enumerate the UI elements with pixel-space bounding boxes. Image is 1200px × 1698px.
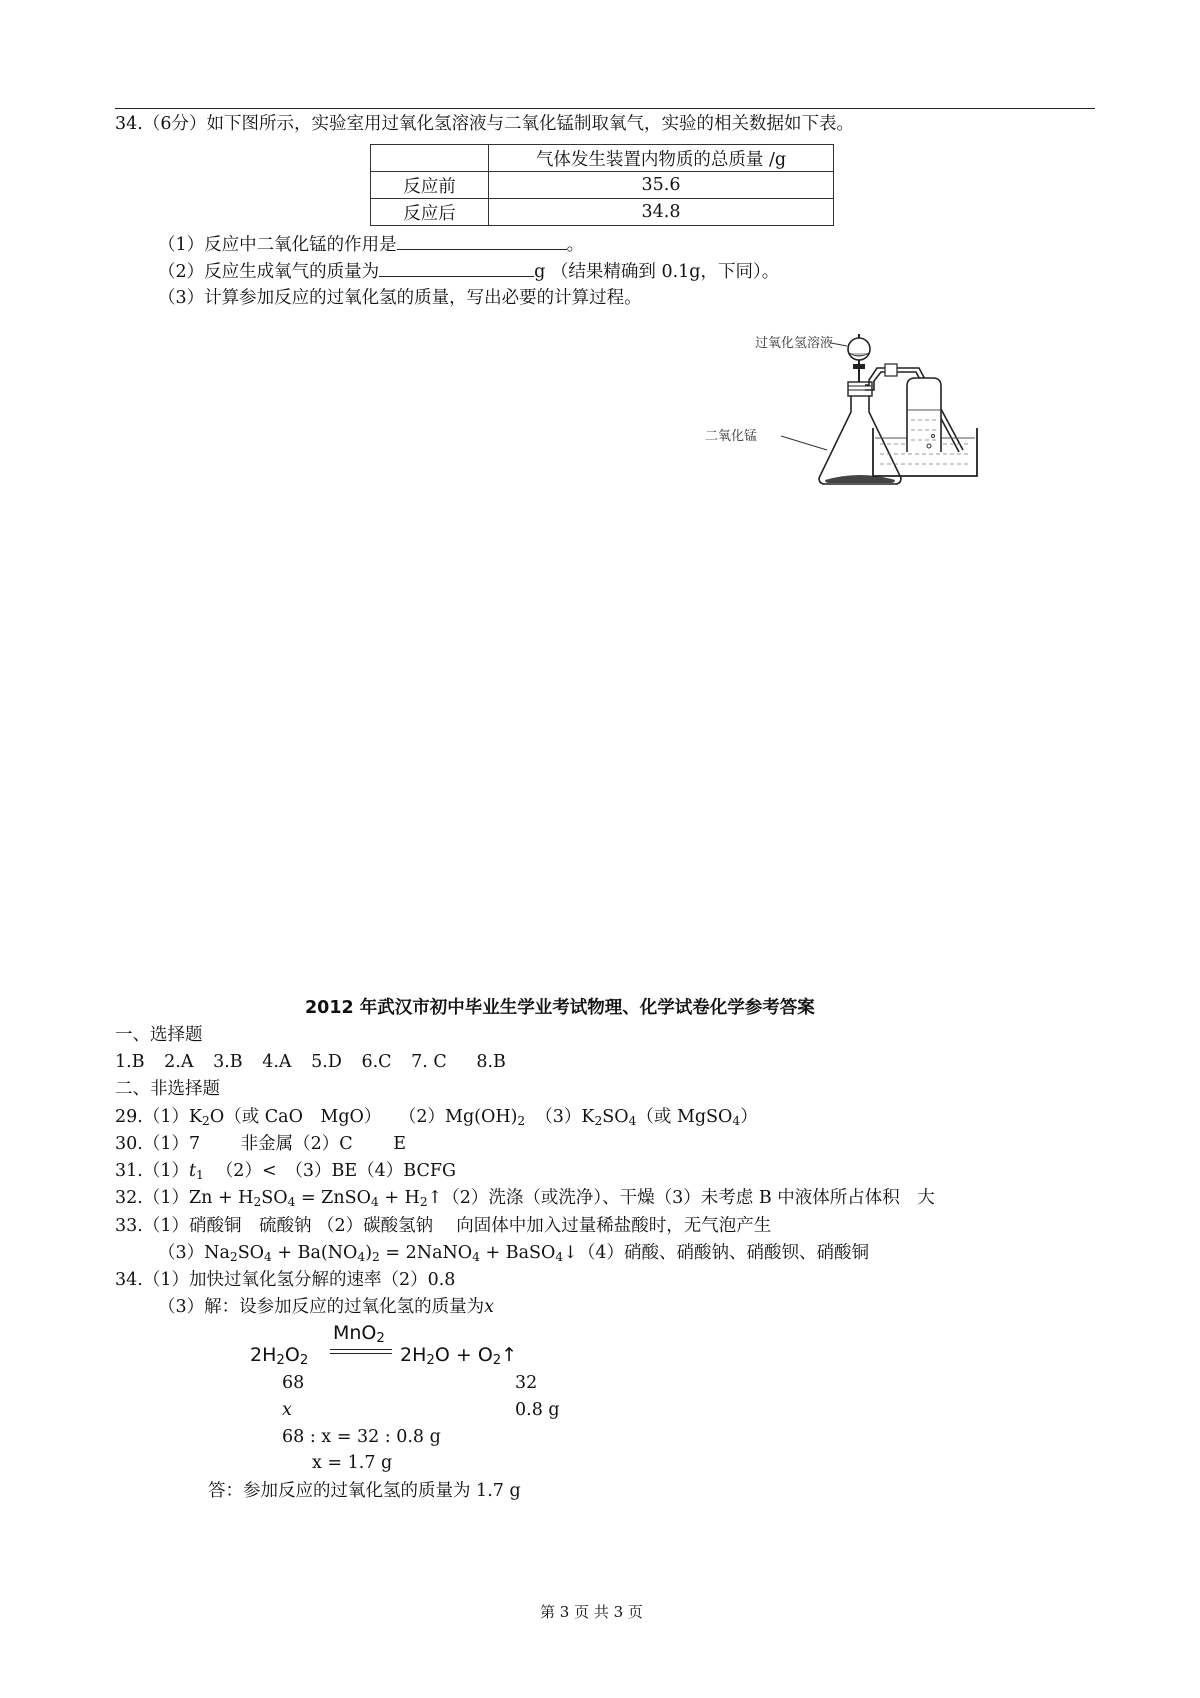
answer-text: （或 MgSO bbox=[636, 1107, 733, 1127]
answer-blank-2[interactable] bbox=[379, 260, 534, 277]
subscript: 4 bbox=[287, 1195, 296, 1209]
list-item: 3.B bbox=[213, 1052, 243, 1072]
q34-part1-end: 。 bbox=[566, 235, 585, 255]
answer-text: （3）Na bbox=[158, 1243, 230, 1263]
answer-text: MnO bbox=[333, 1322, 377, 1344]
page-footer: 第 3 页 共 3 页 bbox=[540, 1603, 643, 1621]
equation-catalyst bbox=[333, 1322, 385, 1344]
answer-text: 32.（1）Zn + H bbox=[115, 1188, 254, 1208]
subscript: 4 bbox=[357, 1250, 366, 1264]
answer-text: SO bbox=[261, 1188, 288, 1208]
subscript: 2 bbox=[376, 1331, 385, 1346]
q34-intro: 34.（6分）如下图所示，实验室用过氧化氢溶液与二氧化锰制取氧气，实验的相关数据如下表。 bbox=[115, 114, 854, 134]
mass-table bbox=[370, 144, 834, 226]
q34-part2-end: g （结果精确到 0.1g，下同）。 bbox=[534, 262, 780, 282]
ratio-mass-2: 32 bbox=[515, 1373, 538, 1393]
list-item: 8.B bbox=[476, 1052, 506, 1072]
equation-bar bbox=[330, 1353, 392, 1354]
subscript: 2 bbox=[426, 1353, 435, 1368]
table-header: 气体发生装置内物质的总质量 /g bbox=[489, 145, 834, 172]
subscript: 4 bbox=[732, 1114, 741, 1128]
subscript: 2 bbox=[594, 1114, 603, 1128]
subscript: 4 bbox=[472, 1250, 480, 1264]
subscript: 2 bbox=[517, 1114, 526, 1128]
proportion: 68 : x = 32 : 0.8 g bbox=[282, 1427, 441, 1447]
answer-31 bbox=[115, 1161, 456, 1181]
section-heading-2: 二、非选择题 bbox=[115, 1079, 220, 1099]
apparatus-figure bbox=[705, 328, 1045, 508]
subscript: 4 bbox=[264, 1250, 272, 1264]
answer-text: （3）解：设参加反应的过氧化氢的质量为 bbox=[158, 1297, 485, 1317]
table-cell-label: 反应后 bbox=[371, 199, 489, 226]
list-item: 7. C bbox=[411, 1052, 447, 1072]
label-leader-line bbox=[781, 436, 827, 450]
subscript: 2 bbox=[253, 1195, 262, 1209]
list-item: 6.C bbox=[361, 1052, 392, 1072]
label-leader-line bbox=[831, 343, 847, 346]
subscript: 2 bbox=[276, 1353, 285, 1368]
gas-collecting-bottle-icon bbox=[907, 378, 941, 452]
answers-title: 2012 年武汉市初中毕业生学业考试物理、化学试卷化学参考答案 bbox=[305, 998, 815, 1018]
answer-text: = ZnSO bbox=[295, 1188, 371, 1208]
label-h2o2-solution: 过氧化氢溶液 bbox=[755, 336, 834, 351]
answer-text: x bbox=[484, 1297, 495, 1317]
answer-33-line1: 33.（1）硝酸铜 硫酸钠 （2）碳酸氢钠 向固体中加入过量稀盐酸时，无气泡产生 bbox=[115, 1216, 772, 1236]
answer-text: SO bbox=[602, 1107, 629, 1127]
conical-flask-icon bbox=[819, 382, 901, 484]
answer-text: 2H bbox=[250, 1344, 277, 1366]
answer-34-line1: 34.（1）加快过氧化氢分解的速率（2）0.8 bbox=[115, 1270, 456, 1290]
list-item: 1.B bbox=[115, 1052, 145, 1072]
subscript: 2 bbox=[492, 1353, 502, 1368]
subscript: 4 bbox=[370, 1195, 379, 1209]
subscript: 1 bbox=[196, 1168, 204, 1182]
answer-text: O（或 CaO MgO） （2）Mg(OH) bbox=[209, 1107, 518, 1127]
subscript: 2 bbox=[229, 1250, 238, 1264]
ratio-mass-1: 68 bbox=[282, 1373, 305, 1393]
top-rule bbox=[115, 108, 1095, 109]
answer-text: + H bbox=[378, 1188, 420, 1208]
ratio-var-2: 0.8 g bbox=[515, 1400, 560, 1420]
answer-34-line2 bbox=[158, 1297, 494, 1317]
answer-text: ） bbox=[740, 1107, 758, 1127]
answer-text: + O bbox=[449, 1344, 493, 1366]
table-cell-label: 反应前 bbox=[371, 172, 489, 199]
section-heading-1: 一、选择题 bbox=[115, 1025, 203, 1045]
answer-blank-1[interactable] bbox=[397, 233, 567, 250]
answer-text: O bbox=[284, 1344, 300, 1366]
list-item: 2.A bbox=[164, 1052, 194, 1072]
answer-text: 29.（1）K bbox=[115, 1107, 203, 1127]
equation-right bbox=[400, 1345, 517, 1367]
subscript: 4 bbox=[628, 1114, 637, 1128]
answer-text: O bbox=[434, 1344, 450, 1366]
list-item: 4.A bbox=[262, 1052, 292, 1072]
q34-part3: （3）计算参加反应的过氧化氢的质量，写出必要的计算过程。 bbox=[158, 288, 642, 308]
answer-29 bbox=[115, 1107, 758, 1127]
equation-left bbox=[250, 1345, 308, 1367]
table-row bbox=[371, 199, 834, 226]
answer-32 bbox=[115, 1188, 935, 1208]
table-row bbox=[371, 172, 834, 199]
table-row bbox=[371, 145, 834, 172]
answer-text: （2）< （3）BE（4）BCFG bbox=[215, 1161, 456, 1181]
answer-text: （3）K bbox=[535, 1107, 595, 1127]
list-item: 5.D bbox=[311, 1052, 342, 1072]
subscript: 4 bbox=[555, 1250, 564, 1264]
answer-33-line2: $(3)Na_2SO_4 + Ba(NO_4)_2$ = 2NaNO$_4$ + BaSO$_4$↓（4）硝酸、硝酸钠、硝酸钡、硝酸铜 bbox=[158, 1243, 869, 1264]
table-cell-value: 34.8 bbox=[489, 199, 834, 226]
q34-part1 bbox=[158, 233, 584, 255]
equation-bar bbox=[330, 1349, 392, 1350]
answer-text: （2）洗涤（或洗净）、干燥（3）未考虑 B 中液体所占体积 大 bbox=[442, 1188, 935, 1208]
answer-text: 31.（1） bbox=[115, 1161, 189, 1181]
answer-text: 2H bbox=[400, 1344, 427, 1366]
answer-text: t bbox=[188, 1161, 197, 1181]
ratio-var-1: x bbox=[282, 1400, 292, 1420]
label-mno2: 二氧化锰 bbox=[705, 429, 758, 444]
answer-text: ↑ bbox=[427, 1188, 443, 1208]
table-cell-value: 35.6 bbox=[489, 172, 834, 199]
final-answer: 答：参加反应的过氧化氢的质量为 1.7 g bbox=[208, 1481, 521, 1501]
answer-text: = 2NaNO bbox=[379, 1243, 473, 1263]
subscript: 2 bbox=[372, 1250, 380, 1264]
answer-text: SO bbox=[237, 1243, 265, 1263]
answer-30: 30.（1）7 非金属（2）C E bbox=[115, 1134, 407, 1154]
answer-text: （4）硝酸、硝酸钠、硝酸钡、硝酸铜 bbox=[577, 1243, 869, 1263]
answer-text: ↓ bbox=[563, 1243, 578, 1263]
result: x = 1.7 g bbox=[312, 1453, 393, 1473]
q34-part2-text: （2）反应生成氧气的质量为 bbox=[158, 262, 380, 282]
answer-text: ↑ bbox=[501, 1344, 518, 1366]
q34-part2 bbox=[158, 260, 779, 282]
q34-part1-text: （1）反应中二氧化锰的作用是 bbox=[158, 235, 397, 255]
answer-text: + Ba(NO bbox=[271, 1243, 358, 1263]
table-header-empty bbox=[371, 145, 489, 172]
subscript: 2 bbox=[202, 1114, 210, 1128]
mc-answers bbox=[115, 1052, 506, 1072]
subscript: 2 bbox=[419, 1195, 428, 1209]
subscript: 2 bbox=[299, 1353, 309, 1368]
answer-text: + BaSO bbox=[479, 1243, 556, 1263]
